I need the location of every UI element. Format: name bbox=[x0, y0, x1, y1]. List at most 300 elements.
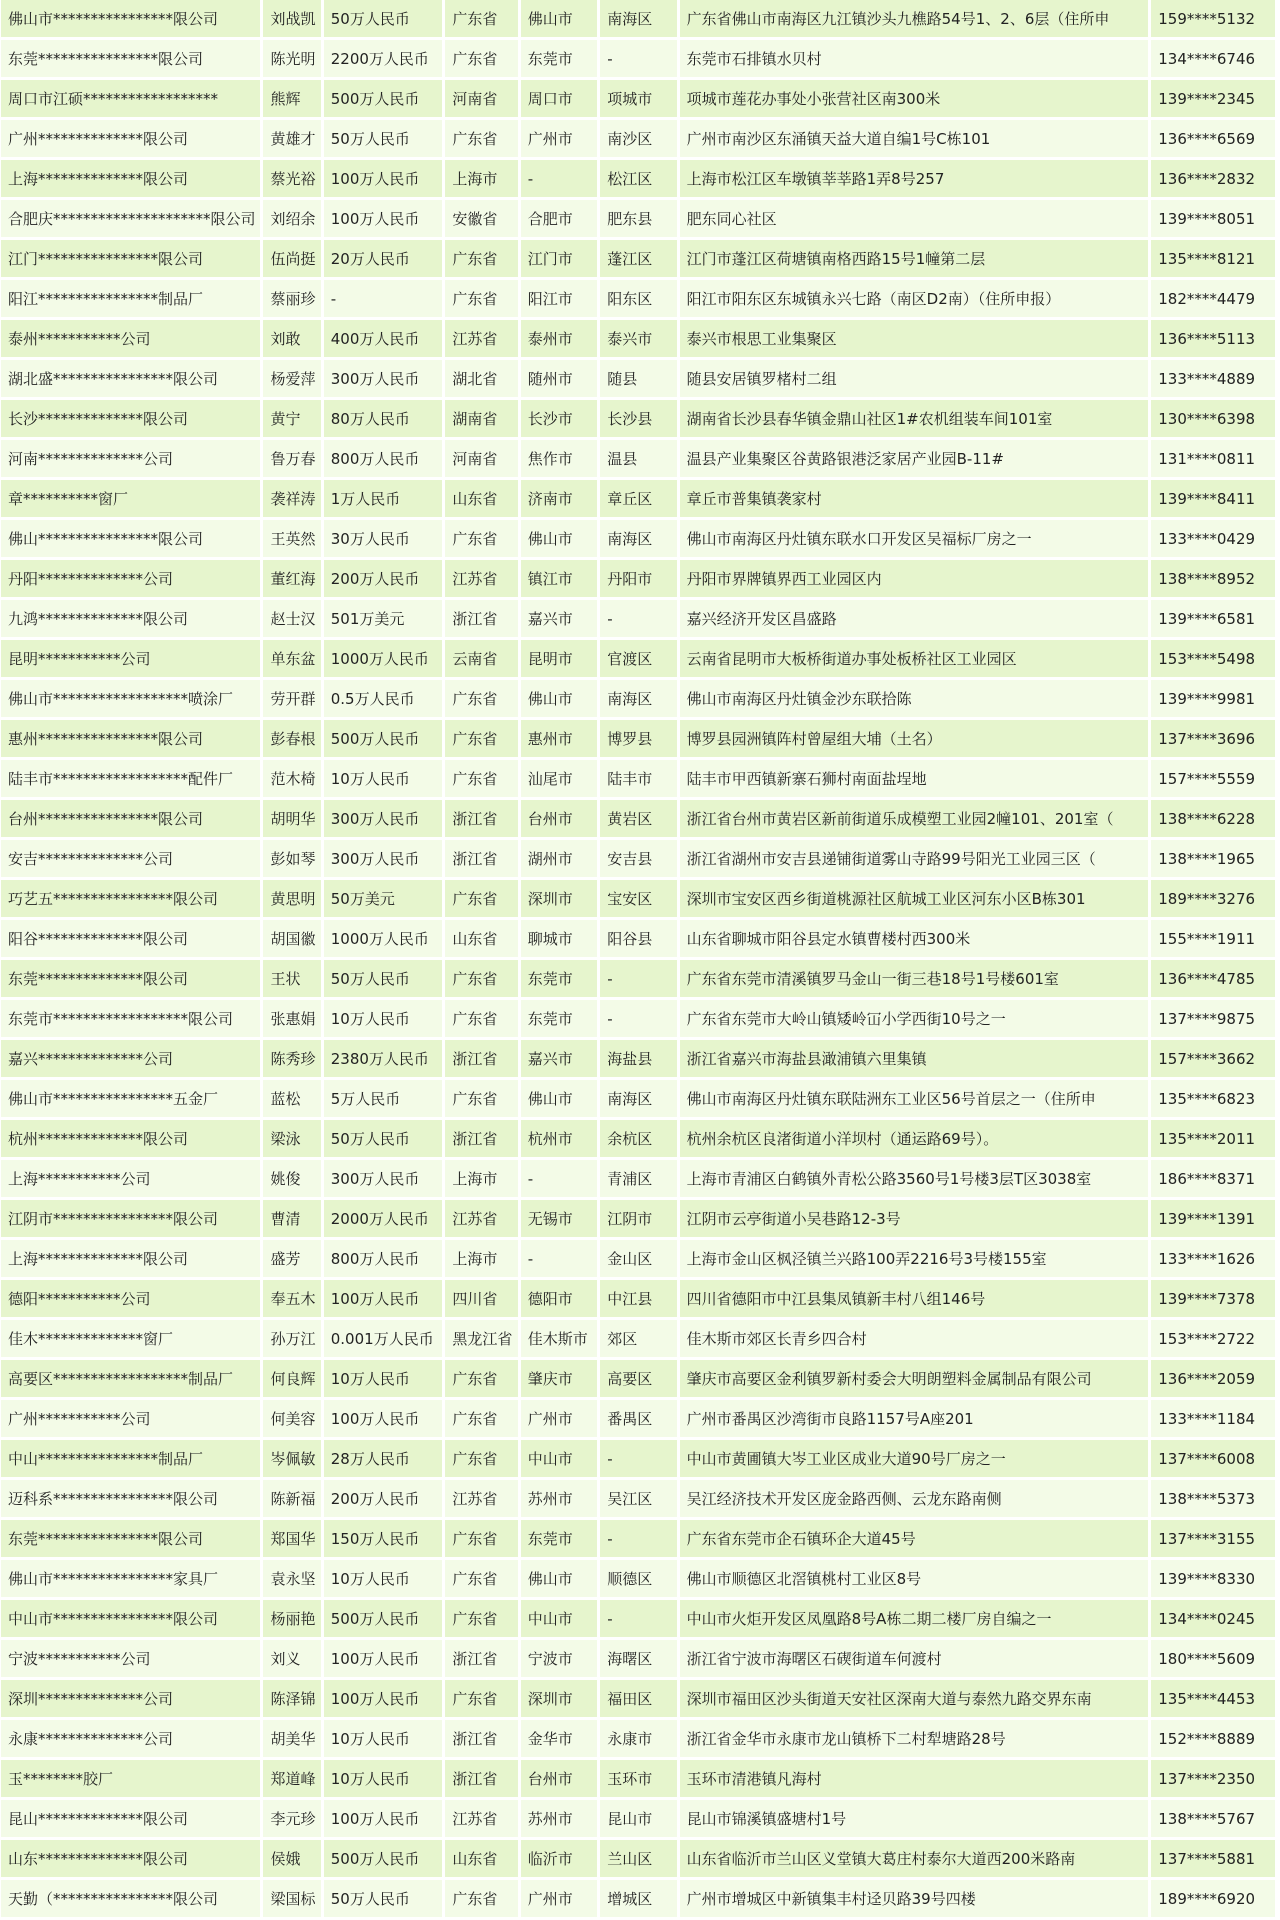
registered-capital-cell: 100万人民币 bbox=[324, 1800, 443, 1837]
province-cell: 山东省 bbox=[445, 480, 517, 517]
address-cell: 杭州余杭区良渚街道小洋坝村（通运路69号）。 bbox=[680, 1120, 1149, 1157]
phone-cell: 134****6746 bbox=[1151, 40, 1275, 77]
legal-person-cell: 赵士汉 bbox=[263, 600, 320, 637]
city-cell: 肇庆市 bbox=[521, 1360, 597, 1397]
legal-person-cell: 陈光明 bbox=[263, 40, 320, 77]
province-cell: 黑龙江省 bbox=[445, 1320, 517, 1357]
province-cell: 浙江省 bbox=[445, 840, 517, 877]
address-cell: 上海市青浦区白鹤镇外青松公路3560号1号楼3层T区3038室 bbox=[680, 1160, 1149, 1197]
district-cell: 项城市 bbox=[600, 80, 676, 117]
registered-capital-cell: 100万人民币 bbox=[324, 200, 443, 237]
legal-person-cell: 劳开群 bbox=[263, 680, 320, 717]
phone-cell: 189****6920 bbox=[1151, 1880, 1275, 1917]
table-row bbox=[1, 1400, 1275, 1437]
registered-capital-cell: 200万人民币 bbox=[324, 560, 443, 597]
registered-capital-cell: 50万人民币 bbox=[324, 120, 443, 157]
address-cell: 佛山市顺德区北滘镇桃村工业区8号 bbox=[680, 1560, 1149, 1597]
registered-capital-cell: 10万人民币 bbox=[324, 1720, 443, 1757]
phone-cell: 134****0245 bbox=[1151, 1600, 1275, 1637]
registered-capital-cell: 100万人民币 bbox=[324, 1280, 443, 1317]
company-name-cell: 天勤（****************限公司 bbox=[1, 1880, 260, 1917]
district-cell: 南海区 bbox=[600, 0, 676, 37]
district-cell: 黄岩区 bbox=[600, 800, 676, 837]
registered-capital-cell: 500万人民币 bbox=[324, 1840, 443, 1877]
city-cell: 广州市 bbox=[521, 1400, 597, 1437]
city-cell: - bbox=[521, 160, 597, 197]
province-cell: 广东省 bbox=[445, 1520, 517, 1557]
address-cell: 山东省聊城市阳谷县定水镇曹楼村西300米 bbox=[680, 920, 1149, 957]
district-cell: 高要区 bbox=[600, 1360, 676, 1397]
address-cell: 项城市莲花办事处小张营社区南300米 bbox=[680, 80, 1149, 117]
registered-capital-cell: 500万人民币 bbox=[324, 80, 443, 117]
city-cell: 江门市 bbox=[521, 240, 597, 277]
address-cell: 云南省昆明市大板桥街道办事处板桥社区工业园区 bbox=[680, 640, 1149, 677]
address-cell: 嘉兴经济开发区昌盛路 bbox=[680, 600, 1149, 637]
district-cell: 江阴市 bbox=[600, 1200, 676, 1237]
legal-person-cell: 董红海 bbox=[263, 560, 320, 597]
table-row bbox=[1, 600, 1275, 637]
company-name-cell: 佛山市******************喷涂厂 bbox=[1, 680, 260, 717]
province-cell: 上海市 bbox=[445, 160, 517, 197]
province-cell: 广东省 bbox=[445, 280, 517, 317]
phone-cell: 138****5373 bbox=[1151, 1480, 1275, 1517]
company-name-cell: 上海**************限公司 bbox=[1, 160, 260, 197]
legal-person-cell: 杨丽艳 bbox=[263, 1600, 320, 1637]
company-name-cell: 江阴市****************限公司 bbox=[1, 1200, 260, 1237]
province-cell: 广东省 bbox=[445, 880, 517, 917]
phone-cell: 153****2722 bbox=[1151, 1320, 1275, 1357]
address-cell: 上海市金山区枫泾镇兰兴路100弄2216号3号楼155室 bbox=[680, 1240, 1149, 1277]
company-name-cell: 深圳**************公司 bbox=[1, 1680, 260, 1717]
legal-person-cell: 何良辉 bbox=[263, 1360, 320, 1397]
company-name-cell: 中山市****************限公司 bbox=[1, 1600, 260, 1637]
legal-person-cell: 黄宁 bbox=[263, 400, 320, 437]
legal-person-cell: 何美容 bbox=[263, 1400, 320, 1437]
district-cell: - bbox=[600, 1000, 676, 1037]
table-row bbox=[1, 1760, 1275, 1797]
province-cell: 广东省 bbox=[445, 240, 517, 277]
legal-person-cell: 鲁万春 bbox=[263, 440, 320, 477]
legal-person-cell: 袁永坚 bbox=[263, 1560, 320, 1597]
city-cell: 周口市 bbox=[521, 80, 597, 117]
table-row bbox=[1, 440, 1275, 477]
phone-cell: 137****3155 bbox=[1151, 1520, 1275, 1557]
district-cell: 陆丰市 bbox=[600, 760, 676, 797]
province-cell: 广东省 bbox=[445, 760, 517, 797]
legal-person-cell: 岑佩敏 bbox=[263, 1440, 320, 1477]
company-name-cell: 江门****************限公司 bbox=[1, 240, 260, 277]
legal-person-cell: 胡美华 bbox=[263, 1720, 320, 1757]
address-cell: 浙江省宁波市海曙区石碶街道车何渡村 bbox=[680, 1640, 1149, 1677]
province-cell: 湖北省 bbox=[445, 360, 517, 397]
phone-cell: 155****1911 bbox=[1151, 920, 1275, 957]
province-cell: 浙江省 bbox=[445, 1640, 517, 1677]
legal-person-cell: 刘战凯 bbox=[263, 0, 320, 37]
city-cell: 台州市 bbox=[521, 1760, 597, 1797]
province-cell: 广东省 bbox=[445, 720, 517, 757]
registered-capital-cell: 1000万人民币 bbox=[324, 640, 443, 677]
registered-capital-cell: 300万人民币 bbox=[324, 800, 443, 837]
city-cell: 东莞市 bbox=[521, 960, 597, 997]
table-row bbox=[1, 1320, 1275, 1357]
city-cell: 佛山市 bbox=[521, 0, 597, 37]
legal-person-cell: 张惠娟 bbox=[263, 1000, 320, 1037]
company-name-cell: 安吉**************公司 bbox=[1, 840, 260, 877]
province-cell: 山东省 bbox=[445, 920, 517, 957]
city-cell: - bbox=[521, 1160, 597, 1197]
city-cell: - bbox=[521, 1240, 597, 1277]
registered-capital-cell: 100万人民币 bbox=[324, 1640, 443, 1677]
address-cell: 广州市南沙区东涌镇天益大道自编1号C栋101 bbox=[680, 120, 1149, 157]
company-name-cell: 高要区******************制品厂 bbox=[1, 1360, 260, 1397]
table-row bbox=[1, 1640, 1275, 1677]
company-name-cell: 山东**************限公司 bbox=[1, 1840, 260, 1877]
district-cell: - bbox=[600, 1520, 676, 1557]
table-row bbox=[1, 40, 1275, 77]
address-cell: 陆丰市甲西镇新寨石狮村南面盐埕地 bbox=[680, 760, 1149, 797]
company-name-cell: 玉********胶厂 bbox=[1, 1760, 260, 1797]
district-cell: - bbox=[600, 40, 676, 77]
company-name-cell: 周口市江硕****************** bbox=[1, 80, 260, 117]
company-name-cell: 湖北盛****************限公司 bbox=[1, 360, 260, 397]
address-cell: 上海市松江区车墩镇莘莘路1弄8号257 bbox=[680, 160, 1149, 197]
address-cell: 肇庆市高要区金利镇罗新村委会大明朗塑料金属制品有限公司 bbox=[680, 1360, 1149, 1397]
address-cell: 佛山市南海区丹灶镇金沙东联拾陈 bbox=[680, 680, 1149, 717]
table-row bbox=[1, 240, 1275, 277]
address-cell: 广东省东莞市清溪镇罗马金山一街三巷18号1号楼601室 bbox=[680, 960, 1149, 997]
address-cell: 吴江经济技术开发区庞金路西侧、云龙东路南侧 bbox=[680, 1480, 1149, 1517]
district-cell: 博罗县 bbox=[600, 720, 676, 757]
registered-capital-cell: 300万人民币 bbox=[324, 1160, 443, 1197]
legal-person-cell: 曹清 bbox=[263, 1200, 320, 1237]
city-cell: 焦作市 bbox=[521, 440, 597, 477]
province-cell: 上海市 bbox=[445, 1160, 517, 1197]
phone-cell: 182****4479 bbox=[1151, 280, 1275, 317]
registered-capital-cell: 300万人民币 bbox=[324, 840, 443, 877]
company-name-cell: 东莞****************限公司 bbox=[1, 1520, 260, 1557]
legal-person-cell: 侯娥 bbox=[263, 1840, 320, 1877]
address-cell: 浙江省金华市永康市龙山镇桥下二村犁塘路28号 bbox=[680, 1720, 1149, 1757]
city-cell: 惠州市 bbox=[521, 720, 597, 757]
district-cell: 福田区 bbox=[600, 1680, 676, 1717]
registered-capital-cell: 80万人民币 bbox=[324, 400, 443, 437]
address-cell: 江门市蓬江区荷塘镇南格西路15号1幢第二层 bbox=[680, 240, 1149, 277]
company-name-cell: 佳木**************窗厂 bbox=[1, 1320, 260, 1357]
phone-cell: 137****5881 bbox=[1151, 1840, 1275, 1877]
table-row bbox=[1, 1720, 1275, 1757]
district-cell: 南海区 bbox=[600, 520, 676, 557]
phone-cell: 133****0429 bbox=[1151, 520, 1275, 557]
province-cell: 浙江省 bbox=[445, 600, 517, 637]
phone-cell: 157****5559 bbox=[1151, 760, 1275, 797]
province-cell: 江苏省 bbox=[445, 1200, 517, 1237]
registered-capital-cell: 800万人民币 bbox=[324, 1240, 443, 1277]
registered-capital-cell: 50万人民币 bbox=[324, 960, 443, 997]
address-cell: 山东省临沂市兰山区义堂镇大葛庄村泰尔大道西200米路南 bbox=[680, 1840, 1149, 1877]
registered-capital-cell: 800万人民币 bbox=[324, 440, 443, 477]
legal-person-cell: 刘敢 bbox=[263, 320, 320, 357]
table-row bbox=[1, 1240, 1275, 1277]
table-row bbox=[1, 1800, 1275, 1837]
city-cell: 昆明市 bbox=[521, 640, 597, 677]
table-row bbox=[1, 1080, 1275, 1117]
district-cell: 金山区 bbox=[600, 1240, 676, 1277]
district-cell: 玉环市 bbox=[600, 1760, 676, 1797]
province-cell: 广东省 bbox=[445, 1680, 517, 1717]
phone-cell: 139****9981 bbox=[1151, 680, 1275, 717]
address-cell: 浙江省嘉兴市海盐县澉浦镇六里集镇 bbox=[680, 1040, 1149, 1077]
phone-cell: 135****6823 bbox=[1151, 1080, 1275, 1117]
district-cell: 丹阳市 bbox=[600, 560, 676, 597]
table-row bbox=[1, 280, 1275, 317]
table-row bbox=[1, 960, 1275, 997]
company-name-cell: 迈科系****************限公司 bbox=[1, 1480, 260, 1517]
province-cell: 云南省 bbox=[445, 640, 517, 677]
table-row bbox=[1, 880, 1275, 917]
address-cell: 广州市番禺区沙湾街市良路1157号A座201 bbox=[680, 1400, 1149, 1437]
company-name-cell: 中山****************制品厂 bbox=[1, 1440, 260, 1477]
province-cell: 广东省 bbox=[445, 520, 517, 557]
province-cell: 广东省 bbox=[445, 1560, 517, 1597]
registered-capital-cell: 28万人民币 bbox=[324, 1440, 443, 1477]
legal-person-cell: 梁国标 bbox=[263, 1880, 320, 1917]
province-cell: 浙江省 bbox=[445, 800, 517, 837]
company-name-cell: 东莞市******************限公司 bbox=[1, 1000, 260, 1037]
table-row bbox=[1, 200, 1275, 237]
legal-person-cell: 黄雄才 bbox=[263, 120, 320, 157]
table-row bbox=[1, 160, 1275, 197]
legal-person-cell: 刘绍余 bbox=[263, 200, 320, 237]
table-row bbox=[1, 80, 1275, 117]
province-cell: 浙江省 bbox=[445, 1120, 517, 1157]
company-name-cell: 昆山**************限公司 bbox=[1, 1800, 260, 1837]
city-cell: 东莞市 bbox=[521, 40, 597, 77]
district-cell: - bbox=[600, 600, 676, 637]
legal-person-cell: 孙万江 bbox=[263, 1320, 320, 1357]
phone-cell: 136****2832 bbox=[1151, 160, 1275, 197]
company-name-cell: 永康**************公司 bbox=[1, 1720, 260, 1757]
registered-capital-cell: 0.5万人民币 bbox=[324, 680, 443, 717]
registered-capital-cell: - bbox=[324, 280, 443, 317]
city-cell: 德阳市 bbox=[521, 1280, 597, 1317]
legal-person-cell: 盛芳 bbox=[263, 1240, 320, 1277]
city-cell: 深圳市 bbox=[521, 1680, 597, 1717]
address-cell: 博罗县园洲镇阵村曾屋组大埔（土名） bbox=[680, 720, 1149, 757]
district-cell: 青浦区 bbox=[600, 1160, 676, 1197]
phone-cell: 138****1965 bbox=[1151, 840, 1275, 877]
address-cell: 浙江省湖州市安吉县递铺街道雾山寺路99号阳光工业园三区（ bbox=[680, 840, 1149, 877]
company-name-cell: 合肥庆*********************限公司 bbox=[1, 200, 260, 237]
table-row bbox=[1, 320, 1275, 357]
legal-person-cell: 陈泽锦 bbox=[263, 1680, 320, 1717]
address-cell: 浙江省台州市黄岩区新前街道乐成模塑工业园2幢101、201室（ bbox=[680, 800, 1149, 837]
city-cell: 济南市 bbox=[521, 480, 597, 517]
registered-capital-cell: 50万美元 bbox=[324, 880, 443, 917]
city-cell: 佛山市 bbox=[521, 520, 597, 557]
registered-capital-cell: 10万人民币 bbox=[324, 1560, 443, 1597]
phone-cell: 135****2011 bbox=[1151, 1120, 1275, 1157]
legal-person-cell: 梁泳 bbox=[263, 1120, 320, 1157]
phone-cell: 186****8371 bbox=[1151, 1160, 1275, 1197]
legal-person-cell: 杨爱萍 bbox=[263, 360, 320, 397]
address-cell: 四川省德阳市中江县集凤镇新丰村八组146号 bbox=[680, 1280, 1149, 1317]
phone-cell: 138****6228 bbox=[1151, 800, 1275, 837]
table-row bbox=[1, 1160, 1275, 1197]
table-row bbox=[1, 1040, 1275, 1077]
table-row bbox=[1, 680, 1275, 717]
table-row bbox=[1, 560, 1275, 597]
table-row bbox=[1, 1520, 1275, 1557]
province-cell: 广东省 bbox=[445, 1000, 517, 1037]
table-row bbox=[1, 1440, 1275, 1477]
province-cell: 江苏省 bbox=[445, 1800, 517, 1837]
province-cell: 江苏省 bbox=[445, 320, 517, 357]
city-cell: 湖州市 bbox=[521, 840, 597, 877]
district-cell: 兰山区 bbox=[600, 1840, 676, 1877]
legal-person-cell: 彭春根 bbox=[263, 720, 320, 757]
address-cell: 广东省东莞市大岭山镇矮岭冚小学西街10号之一 bbox=[680, 1000, 1149, 1037]
table-row bbox=[1, 1360, 1275, 1397]
legal-person-cell: 姚俊 bbox=[263, 1160, 320, 1197]
registered-capital-cell: 50万人民币 bbox=[324, 0, 443, 37]
city-cell: 汕尾市 bbox=[521, 760, 597, 797]
phone-cell: 139****8051 bbox=[1151, 200, 1275, 237]
phone-cell: 133****1184 bbox=[1151, 1400, 1275, 1437]
phone-cell: 189****3276 bbox=[1151, 880, 1275, 917]
district-cell: 昆山市 bbox=[600, 1800, 676, 1837]
district-cell: 南沙区 bbox=[600, 120, 676, 157]
legal-person-cell: 陈秀珍 bbox=[263, 1040, 320, 1077]
address-cell: 深圳市福田区沙头街道天安社区深南大道与泰然九路交界东南 bbox=[680, 1680, 1149, 1717]
city-cell: 长沙市 bbox=[521, 400, 597, 437]
province-cell: 四川省 bbox=[445, 1280, 517, 1317]
company-name-cell: 巧艺五****************限公司 bbox=[1, 880, 260, 917]
phone-cell: 136****2059 bbox=[1151, 1360, 1275, 1397]
registered-capital-cell: 500万人民币 bbox=[324, 720, 443, 757]
phone-cell: 139****8411 bbox=[1151, 480, 1275, 517]
city-cell: 随州市 bbox=[521, 360, 597, 397]
city-cell: 东莞市 bbox=[521, 1000, 597, 1037]
city-cell: 苏州市 bbox=[521, 1480, 597, 1517]
city-cell: 聊城市 bbox=[521, 920, 597, 957]
district-cell: 安吉县 bbox=[600, 840, 676, 877]
address-cell: 泰兴市根思工业集聚区 bbox=[680, 320, 1149, 357]
registered-capital-cell: 2000万人民币 bbox=[324, 1200, 443, 1237]
table-row bbox=[1, 1200, 1275, 1237]
address-cell: 广东省佛山市南海区九江镇沙头九樵路54号1、2、6层（住所申 bbox=[680, 0, 1149, 37]
company-name-cell: 佛山市****************五金厂 bbox=[1, 1080, 260, 1117]
address-cell: 佛山市南海区丹灶镇东联陆洲东工业区56号首层之一（住所申 bbox=[680, 1080, 1149, 1117]
province-cell: 广东省 bbox=[445, 1360, 517, 1397]
city-cell: 泰州市 bbox=[521, 320, 597, 357]
address-cell: 随县安居镇罗楮村二组 bbox=[680, 360, 1149, 397]
district-cell: 长沙县 bbox=[600, 400, 676, 437]
registered-capital-cell: 100万人民币 bbox=[324, 160, 443, 197]
city-cell: 嘉兴市 bbox=[521, 1040, 597, 1077]
table-row bbox=[1, 120, 1275, 157]
province-cell: 广东省 bbox=[445, 0, 517, 37]
province-cell: 江苏省 bbox=[445, 560, 517, 597]
phone-cell: 139****6581 bbox=[1151, 600, 1275, 637]
province-cell: 广东省 bbox=[445, 960, 517, 997]
city-cell: 无锡市 bbox=[521, 1200, 597, 1237]
city-cell: 镇江市 bbox=[521, 560, 597, 597]
table-row bbox=[1, 800, 1275, 837]
district-cell: 番禺区 bbox=[600, 1400, 676, 1437]
company-name-cell: 陆丰市******************配件厂 bbox=[1, 760, 260, 797]
district-cell: - bbox=[600, 1600, 676, 1637]
district-cell: 阳东区 bbox=[600, 280, 676, 317]
company-name-cell: 章**********窗厂 bbox=[1, 480, 260, 517]
registered-capital-cell: 2200万人民币 bbox=[324, 40, 443, 77]
city-cell: 临沂市 bbox=[521, 1840, 597, 1877]
province-cell: 山东省 bbox=[445, 1840, 517, 1877]
province-cell: 河南省 bbox=[445, 440, 517, 477]
city-cell: 金华市 bbox=[521, 1720, 597, 1757]
company-name-cell: 上海***********公司 bbox=[1, 1160, 260, 1197]
registered-capital-cell: 100万人民币 bbox=[324, 1680, 443, 1717]
phone-cell: 136****5113 bbox=[1151, 320, 1275, 357]
table-row bbox=[1, 720, 1275, 757]
company-name-cell: 阳谷**************限公司 bbox=[1, 920, 260, 957]
company-name-cell: 九鸿**************限公司 bbox=[1, 600, 260, 637]
city-cell: 东莞市 bbox=[521, 1520, 597, 1557]
phone-cell: 157****3662 bbox=[1151, 1040, 1275, 1077]
registered-capital-cell: 0.001万人民币 bbox=[324, 1320, 443, 1357]
registered-capital-cell: 10万人民币 bbox=[324, 1000, 443, 1037]
city-cell: 广州市 bbox=[521, 1880, 597, 1917]
address-cell: 广东省东莞市企石镇环企大道45号 bbox=[680, 1520, 1149, 1557]
phone-cell: 133****4889 bbox=[1151, 360, 1275, 397]
phone-cell: 159****5132 bbox=[1151, 0, 1275, 37]
table-row bbox=[1, 640, 1275, 677]
address-cell: 中山市黄圃镇大岑工业区成业大道90号厂房之一 bbox=[680, 1440, 1149, 1477]
registered-capital-cell: 30万人民币 bbox=[324, 520, 443, 557]
phone-cell: 152****8889 bbox=[1151, 1720, 1275, 1757]
phone-cell: 153****5498 bbox=[1151, 640, 1275, 677]
phone-cell: 135****8121 bbox=[1151, 240, 1275, 277]
company-name-cell: 泰州***********公司 bbox=[1, 320, 260, 357]
registered-capital-cell: 50万人民币 bbox=[324, 1120, 443, 1157]
registered-capital-cell: 150万人民币 bbox=[324, 1520, 443, 1557]
province-cell: 广东省 bbox=[445, 40, 517, 77]
company-name-cell: 东莞**************限公司 bbox=[1, 960, 260, 997]
legal-person-cell: 李元珍 bbox=[263, 1800, 320, 1837]
legal-person-cell: 单东盆 bbox=[263, 640, 320, 677]
registered-capital-cell: 10万人民币 bbox=[324, 1760, 443, 1797]
table-row bbox=[1, 1600, 1275, 1637]
province-cell: 广东省 bbox=[445, 1400, 517, 1437]
legal-person-cell: 蓝松 bbox=[263, 1080, 320, 1117]
district-cell: 余杭区 bbox=[600, 1120, 676, 1157]
registered-capital-cell: 10万人民币 bbox=[324, 1360, 443, 1397]
district-cell: 南海区 bbox=[600, 680, 676, 717]
district-cell: 温县 bbox=[600, 440, 676, 477]
address-cell: 玉环市清港镇凡海村 bbox=[680, 1760, 1149, 1797]
table-row bbox=[1, 1480, 1275, 1517]
legal-person-cell: 胡明华 bbox=[263, 800, 320, 837]
address-cell: 东莞市石排镇水贝村 bbox=[680, 40, 1149, 77]
city-cell: 中山市 bbox=[521, 1440, 597, 1477]
table-row bbox=[1, 1120, 1275, 1157]
legal-person-cell: 蔡光裕 bbox=[263, 160, 320, 197]
legal-person-cell: 熊辉 bbox=[263, 80, 320, 117]
legal-person-cell: 郑道峰 bbox=[263, 1760, 320, 1797]
phone-cell: 137****6008 bbox=[1151, 1440, 1275, 1477]
city-cell: 苏州市 bbox=[521, 1800, 597, 1837]
legal-person-cell: 黄思明 bbox=[263, 880, 320, 917]
registered-capital-cell: 501万美元 bbox=[324, 600, 443, 637]
